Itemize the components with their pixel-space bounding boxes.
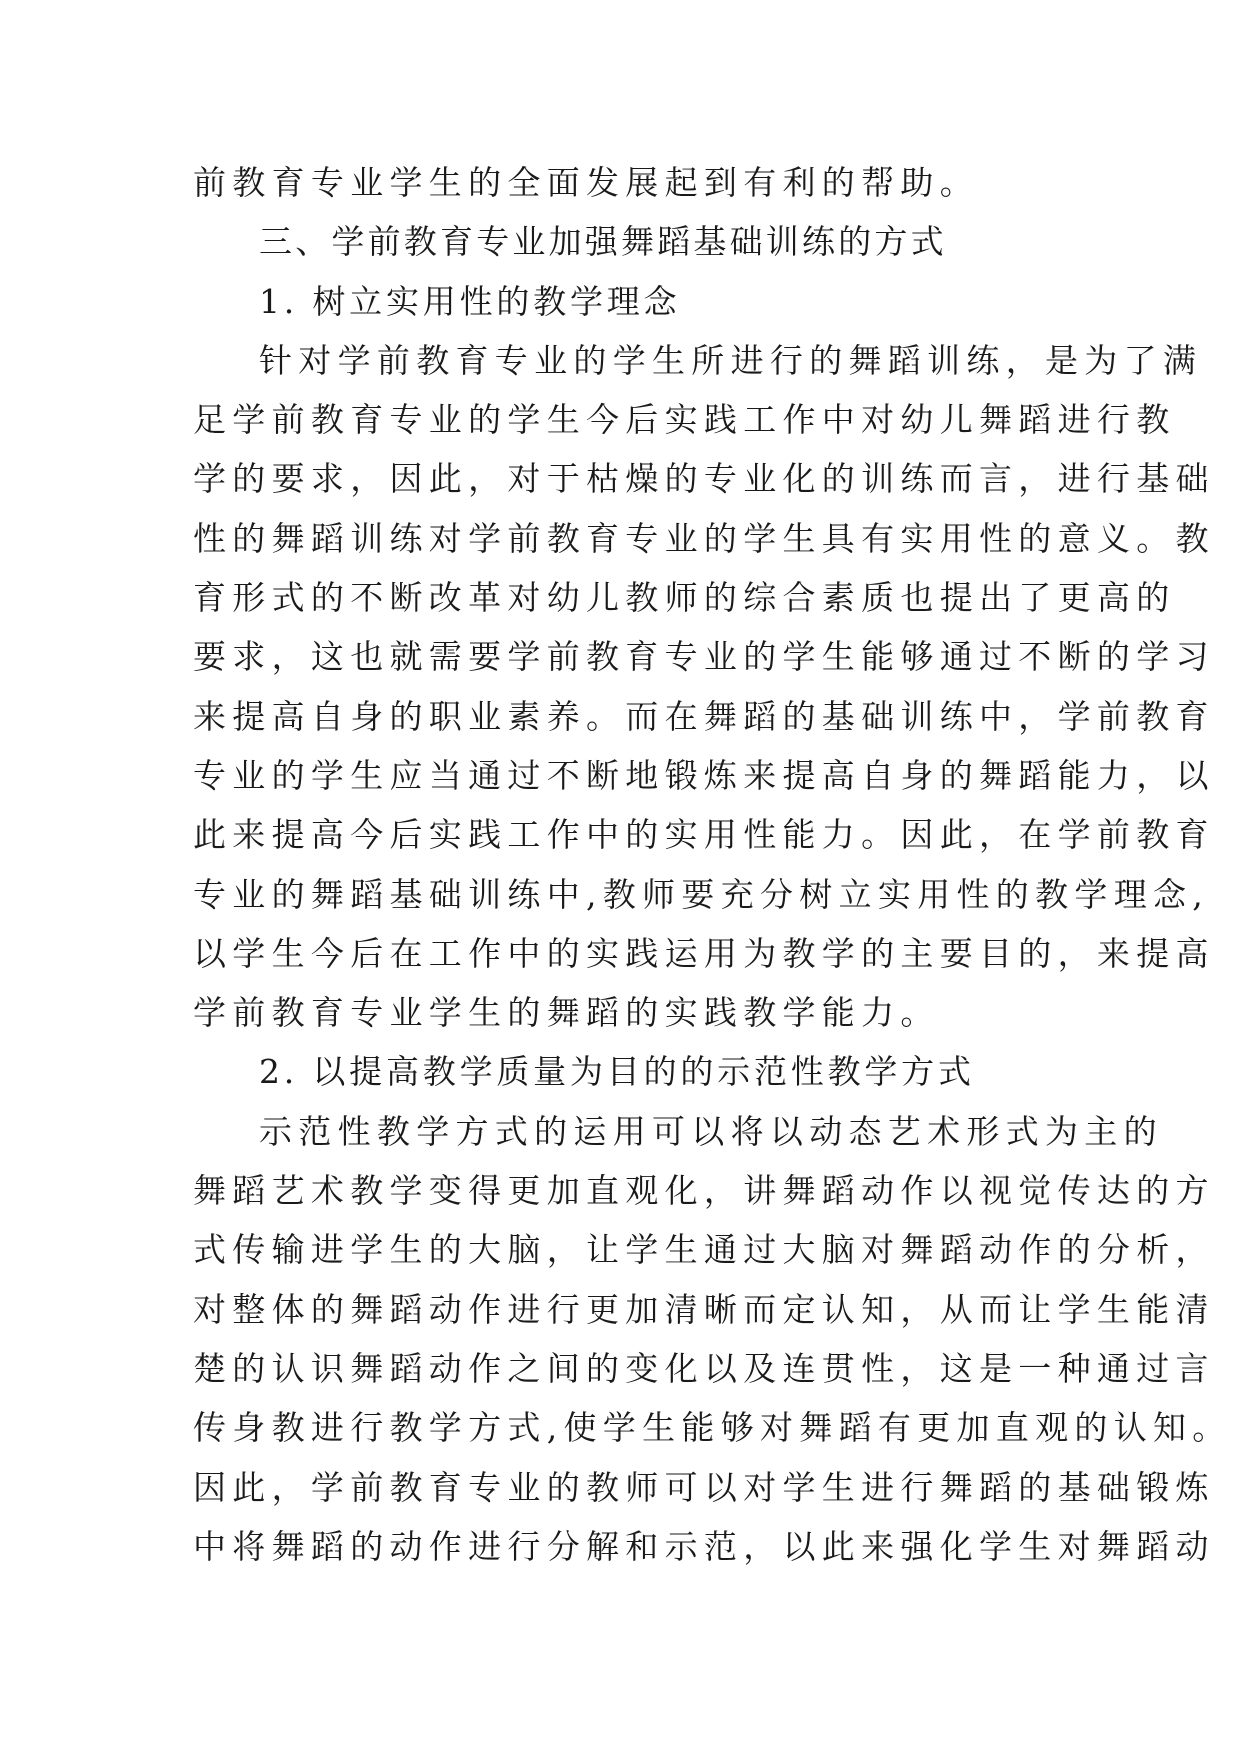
subsection-heading: 1. 树立实用性的教学理念 [259, 281, 681, 321]
paragraph-line: 学的要求，因此，对于枯燥的专业化的训练而言，进行基础 [193, 459, 1215, 499]
subsection-heading: 2. 以提高教学质量为目的的示范性教学方式 [259, 1052, 975, 1092]
section-heading: 三、学前教育专业加强舞蹈基础训练的方式 [259, 222, 947, 262]
paragraph-line: 示范性教学方式的运用可以将以动态艺术形式为主的 [259, 1111, 1163, 1151]
paragraph-line: 对整体的舞蹈动作进行更加清晰而定认知，从而让学生能清 [193, 1289, 1215, 1329]
paragraph-line: 楚的认识舞蹈动作之间的变化以及连贯性，这是一种通过言 [193, 1348, 1215, 1388]
paragraph-line: 足学前教育专业的学生今后实践工作中对幼儿舞蹈进行教 [193, 400, 1176, 440]
paragraph-line: 针对学前教育专业的学生所进行的舞蹈训练，是为了满 [259, 340, 1203, 380]
body-text [193, 153, 1232, 1576]
paragraph-line: 来提高自身的职业素养。而在舞蹈的基础训练中，学前教育 [193, 696, 1215, 736]
paragraph-line: 育形式的不断改革对幼儿教师的综合素质也提出了更高的 [193, 578, 1176, 618]
paragraph-line: 学前教育专业学生的舞蹈的实践教学能力。 [193, 993, 940, 1033]
paragraph-line: 舞蹈艺术教学变得更加直观化，讲舞蹈动作以视觉传达的方 [193, 1171, 1215, 1211]
paragraph-line: 传身教进行教学方式,使学生能够对舞蹈有更加直观的认知。 [193, 1408, 1232, 1448]
paragraph-line: 专业的学生应当通过不断地锻炼来提高自身的舞蹈能力，以 [193, 755, 1215, 795]
paragraph-line: 专业的舞蹈基础训练中,教师要充分树立实用性的教学理念, [193, 874, 1210, 914]
paragraph-line: 中将舞蹈的动作进行分解和示范，以此来强化学生对舞蹈动 [193, 1526, 1215, 1566]
paragraph-line: 因此，学前教育专业的教师可以对学生进行舞蹈的基础锻炼 [193, 1467, 1215, 1507]
paragraph-line: 要求，这也就需要学前教育专业的学生能够通过不断的学习 [193, 637, 1215, 677]
paragraph-line: 前教育专业学生的全面发展起到有利的帮助。 [193, 163, 979, 202]
paragraph-line: 此来提高今后实践工作中的实用性能力。因此，在学前教育 [193, 815, 1215, 855]
paragraph-line: 以学生今后在工作中的实践运用为教学的主要目的，来提高 [193, 933, 1215, 973]
paragraph-line: 性的舞蹈训练对学前教育专业的学生具有实用性的意义。教 [193, 518, 1215, 558]
paragraph-line: 式传输进学生的大脑，让学生通过大脑对舞蹈动作的分析， [193, 1230, 1215, 1270]
